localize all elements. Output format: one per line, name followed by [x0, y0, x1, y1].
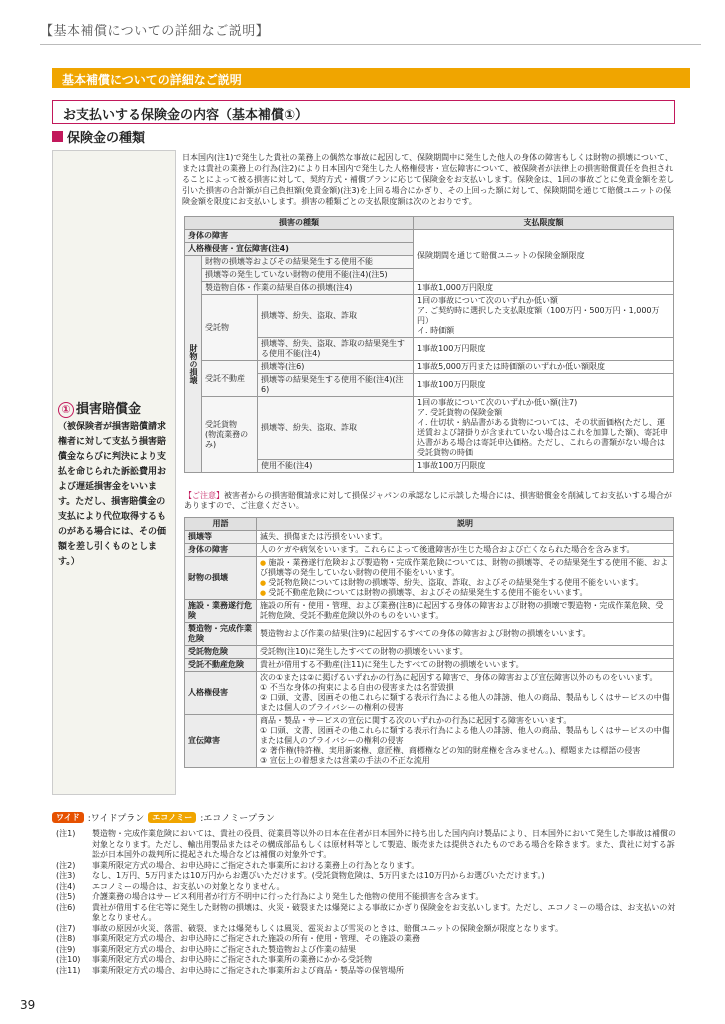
terms-table	[184, 517, 674, 768]
square-icon	[52, 131, 63, 142]
subsection-title	[52, 127, 145, 146]
wide-tag: ワイド	[52, 812, 84, 823]
left-description: （被保険者が損害賠償請求権者に対して支払う損害賠償金ならびに判決により支払を命じられた訴訟費用および遅延損害金をいいます。ただし、損害賠償金の支払により代位取得するものがある場合には、その価額を差し引くものとします。）	[58, 422, 167, 567]
table-row: 損壊等 滅失、損傷または汚損をいいます。	[185, 531, 674, 544]
table-row: 施設・業務遂行危険 施設の所有・使用・管理、および業務(注8)に起因する身体の障害および財物の損壊で製造物・完成作業危険、受託物危険、受託不動産危険以外のものをいいます。	[185, 600, 674, 623]
table-row: 財物の損壊 ● 施設・業務遂行危険および製造物・完成作業危険については、財物の損壊等、その結果発生する使用不能、および損壊等の発生していない財物の使用不能をいいます。 ● 受託物危険については財物の損壊等、紛失、盗取、詐取、およびその結果発生する使用不能をいいます。 ● 受託不動産危険については財物の損壊等、およびその結果発生する使用不能をいいます。	[185, 557, 674, 600]
row-r9-value: 1事故100万円限度	[414, 460, 674, 473]
row-r7-value: 1事故100万円限度	[414, 374, 674, 397]
plan-legend	[52, 811, 275, 824]
section-band: 基本補償についての詳細なご説明	[52, 68, 690, 88]
page-number: 39	[20, 998, 36, 1012]
row-r6: 損壊等(注6)	[258, 361, 414, 374]
row-r3: 製造物自体・作業の結果自体の損壊(注4)	[202, 282, 414, 295]
table-row: 製造物・完成作業危険 製造物および作業の結果(注9)に起因するすべての身体の障害および財物の損壊をいいます。	[185, 623, 674, 646]
row-jinkaku: 人格権侵害・宣伝障害(注4)	[185, 243, 414, 256]
intro-text: 日本国内(注1)で発生した貴社の業務上の偶然な事故に起因して、保険期間中に発生した他人の身体の障害もしくは財物の損壊について、または貴社の業務上の行為(注2)により日本国内で発生した人格権侵害・宣伝障害について、被保険者が法律上の損害賠償責任を負担されることによって被る損害に対して、契約方式・補償プランに応じて保険金をお支払いします。保険金は、1回の事故ごとに免責金額を差し引いた損害の合計額が自己負担額(免責金額)(注3)を上回る場合にかぎり、その上回った額に対して、保険期間を通じて賠償ユニットの保険金額を限度にお支払いします。損害の種類ごとの支払限度額は次のとおりです。	[182, 153, 675, 206]
table-row: 受託物危険 受託物(注10)に発生したすべての財物の損壊をいいます。	[185, 646, 674, 659]
section-box-title: お支払いする保険金の内容（基本補償①）	[52, 100, 675, 124]
limit-header-amount: 支払限度額	[414, 217, 674, 230]
row-r6-value: 1事故5,000万円または時価額のいずれか低い額限度	[414, 361, 674, 374]
footnote: (注1) 製造物・完成作業危険においては、貴社の役員、従業員等以外の日本在住者が日本国外に持ち出した国内向け製品により、日本国外において発生した事故は補償の対象となります。ただし、輸出用製品またはその構成部品もしくは原材料等として製造、販売または提供されたものである場合を除きます。また、貴社に対する訴訟が日本国外の裁判所に提起された場合などは補償の対象外です。	[56, 829, 676, 859]
header-divider	[40, 44, 701, 45]
row-zaibutsu: 財物の損壊	[185, 256, 202, 473]
row-kamotsu: 受託貨物 (物流業務のみ)	[202, 397, 258, 473]
row-r8-value: 1回の事故について次のいずれか低い額(注7) ア. 受託貨物の保険金額 イ. 仕切状・納品書がある貨物については、その状面価格(ただし、運送賃および諸掛りが含まれていない場合はこれを加算した額)、寄託申込書がある場合は寄託申込価格。ただし、これらの書類がない場合は受託貨物の時価	[414, 397, 674, 460]
row-r5-value: 1事故100万円限度	[414, 338, 674, 361]
terms-header-desc: 説明	[257, 518, 674, 531]
footnote: (注3) なし、1万円、5万円または10万円からお選びいただけます。(受託貨物危険は、5万円または10万円からお選びいただけます。)	[56, 871, 545, 880]
row-r7: 損壊等の結果発生する使用不能(注4)(注6)	[258, 374, 414, 397]
wide-text: :ワイドプラン	[87, 814, 145, 824]
footnote: (注2) 事業所限定方式の場合、お申込時にご指定された事業所における業務上の行為となります。	[56, 860, 420, 870]
limit-unit: 保険期間を通じて賠償ユニットの保険金額限度	[414, 230, 674, 282]
footnote: (注8) 事業所限定方式の場合、お申込時にご指定された施設の所有・使用・管理、その施設の業務	[56, 934, 420, 943]
eco-text: :エコノミープラン	[200, 814, 275, 824]
eco-tag: エコノミー	[148, 812, 196, 823]
row-body: 身体の障害	[185, 230, 414, 243]
page-header-title: 【基本補償についての詳細なご説明】	[40, 24, 270, 39]
footnote: (注9) 事業所限定方式の場合、お申込時にご指定された製造物および作業の結果	[56, 944, 356, 954]
row-r4: 損壊等、紛失、盗取、詐取	[258, 295, 414, 338]
number-circle-icon: ①	[58, 402, 74, 418]
left-title-label: 損害賠償金	[76, 402, 142, 417]
footnote: (注5) 介護業務の場合はサービス利用者が行方不明中に行った行為により発生した他物の使用不能損害を含みます。	[56, 892, 484, 901]
table-row: 人格権侵害 次の①または②に掲げるいずれかの行為に起因する障害で、身体の障害および宣伝障害以外のものをいいます。 ① 不当な身体の拘束による自由の侵害または名誉毀損 ② 口頭、文書、図画その他これらに類する表示行為による他人の誹謗、他人の商品、製品もしくはサービスの中傷または個人のプライバシーの権利の侵害	[185, 672, 674, 715]
row-fudosan: 受託不動産	[202, 361, 258, 397]
limit-table	[184, 216, 674, 473]
table-row: 身体の障害 人のケガや病気をいいます。これらによって後遺障害が生じた場合および亡くなられた場合を含みます。	[185, 544, 674, 557]
footnote: (注4) エコノミーの場合は、お支払いの対象となりません。	[56, 881, 285, 891]
caution-note	[184, 491, 674, 511]
row-r8: 損壊等、紛失、盗取、詐取	[258, 397, 414, 460]
footnote: (注7) 事故の原因が火災、落雷、破裂、または爆発もしくは風災、雹災および雪災のときは、賠償ユニットの保険金額が限度となります。	[56, 923, 564, 933]
table-row: 受託不動産危険 貴社が借用する不動産(注11)に発生したすべての財物の損壊をいいます。	[185, 659, 674, 672]
left-title	[58, 398, 141, 418]
row-r2: 損壊等の発生していない財物の使用不能(注4)(注5)	[202, 269, 414, 282]
caution-text: 被害者からの損害賠償請求に対して損保ジャパンの承認なしに示談した場合には、損害賠償金を削減してお支払いする場合がありますので、ご注意ください。	[184, 491, 672, 510]
terms-header-term: 用語	[185, 518, 257, 531]
row-r4-value: 1回の事故について次のいずれか低い額 ア. ご契約時に選択した支払限度額（100万円・500万円・1,000万円） イ. 時価額	[414, 295, 674, 338]
footnote: (注6) 貴社が借用する住宅等に発生した財物の損壊は、火災・破裂または爆発による事故にかぎり保険金をお支払いします。ただし、エコノミーの場合は、お支払いの対象となりません。	[56, 902, 676, 922]
row-r3-value: 1事故1,000万円限度	[414, 282, 674, 295]
row-r5: 損壊等、紛失、盗取、詐取の結果発生する使用不能(注4)	[258, 338, 414, 361]
footnotes	[56, 829, 681, 976]
table-row: 宣伝障害 商品・製品・サービスの宣伝に関する次のいずれかの行為に起因する障害をいいます。 ① 口頭、文書、図画その他これらに類する表示行為による他人の誹謗、他人の商品、製品もしくはサービスの中傷または個人のプライバシーの権利の侵害 ② 著作権(特許権、実用新案権、意匠権、商標権などの知的財産権を含みません。)、標題または標語の侵害 ③ 宣伝上の着想または営業の手法の不正な流用	[185, 715, 674, 768]
row-jutaku: 受託物	[202, 295, 258, 361]
footnote: (注10) 事業所限定方式の場合、お申込時にご指定された事業所の業務にかかる受託物	[56, 955, 372, 964]
row-r1: 財物の損壊等およびその結果発生する使用不能	[202, 256, 414, 269]
caution-label: 【ご注意】	[184, 491, 224, 500]
row-r9: 使用不能(注4)	[258, 460, 414, 473]
subsection-label: 保険金の種類	[67, 131, 146, 146]
footnote: (注11) 事業所限定方式の場合、お申込時にご指定された事業所および商品・製品等の保管場所	[56, 965, 404, 975]
limit-header-type: 損害の種類	[185, 217, 414, 230]
